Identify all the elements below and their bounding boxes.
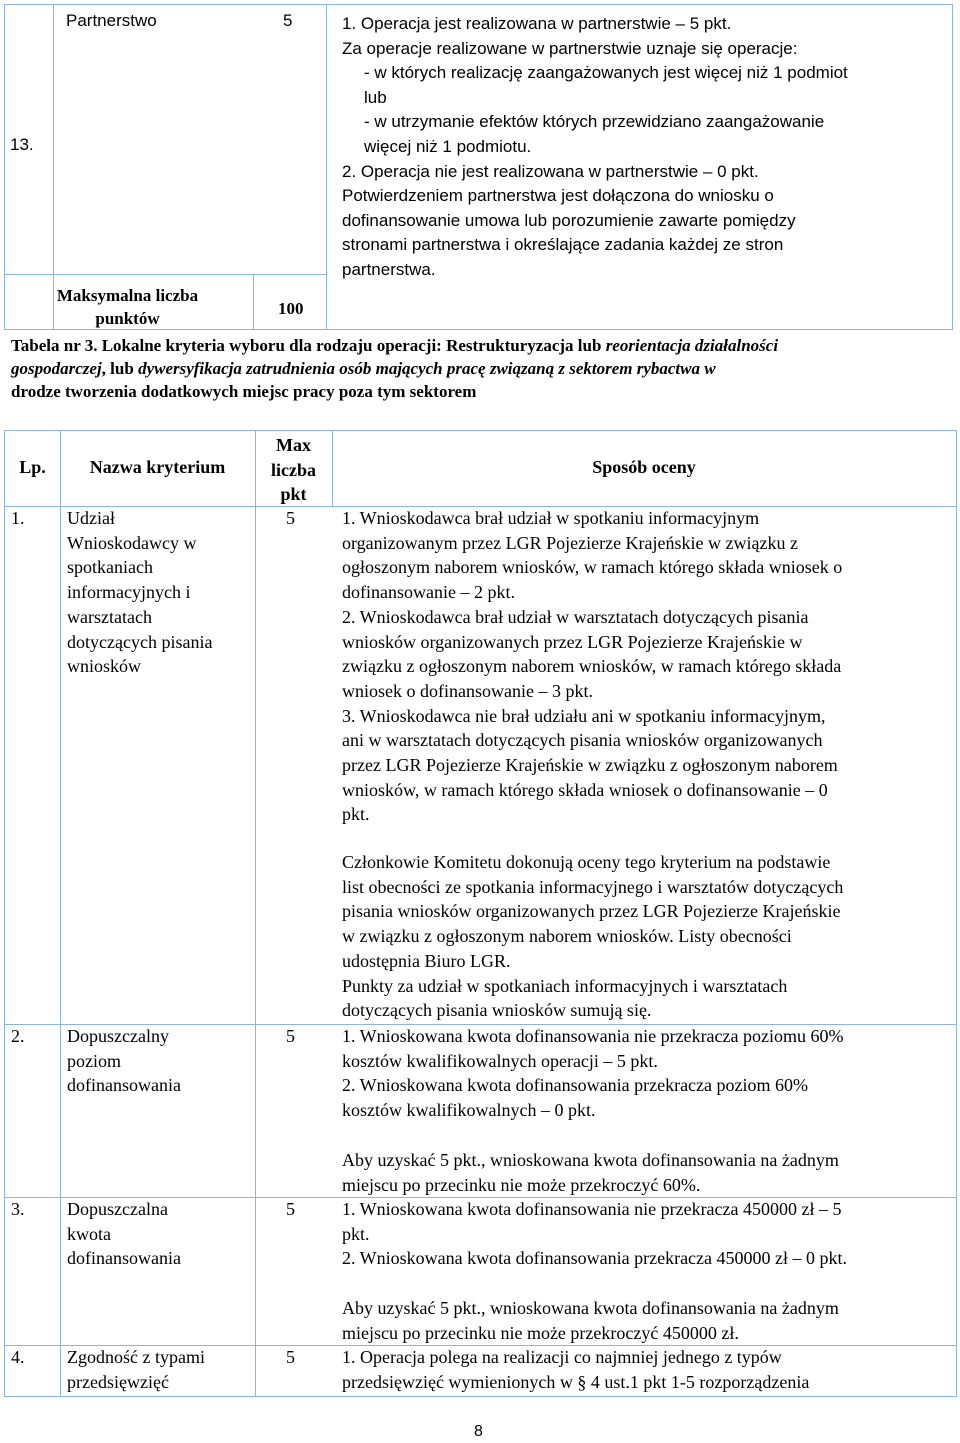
method-line: stronami partnerstwa i określające zadania każdej ze stron (342, 235, 784, 255)
evaluation-note (342, 850, 950, 1023)
header-criterion-name: Nazwa kryterium (89, 457, 226, 477)
header-max-line: pkt (280, 484, 307, 504)
criterion-name-line: kwota (67, 1223, 111, 1244)
method-line: pkt. (342, 804, 370, 825)
method-line: ani w warsztatach dotyczących pisania wniosków organizowanych (342, 730, 823, 751)
method-line: Za operacje realizowane w partnerstwie uznaje się operacje: (342, 38, 798, 58)
row-number: 1. (11, 508, 25, 528)
evaluation-method (342, 1197, 950, 1271)
method-line: wniosków organizowanych przez LGR Pojezierze Krajeńskie w (342, 631, 803, 652)
caption-text-italic: dywersyfikacja zatrudnienia osób mających pracę związaną z sektorem rybactwa w (138, 359, 716, 378)
method-line: partnerstwa. (342, 259, 436, 279)
evaluation-method (342, 1345, 950, 1394)
method-line: lub (364, 87, 387, 107)
method-line: przedsięwzięć wymienionych w § 4 ust.1 pkt 1-5 rozporządzenia (342, 1371, 810, 1392)
criterion-name-line: poziom (67, 1050, 121, 1071)
criterion-name-line: warsztatach (67, 606, 152, 627)
method-line: 2. Wnioskowana kwota dofinansowania przekracza 450000 zł – 0 pkt. (342, 1248, 848, 1269)
evaluation-method (342, 506, 950, 827)
method-line: - w których realizację zaangażowanych jest więcej niż 1 podmiot (364, 63, 848, 83)
method-line: pkt. (342, 1223, 370, 1244)
method-line: związku z ogłoszonym naborem wniosków, w ramach którego składa (342, 656, 842, 677)
method-line: kosztów kwalifikowalnych operacji – 5 pkt. (342, 1050, 658, 1071)
criterion-name-line: wniosków (67, 656, 142, 677)
method-line (342, 184, 942, 209)
method-line: - w utrzymanie efektów których przewidziano zaangażowanie (364, 112, 825, 132)
criterion-points: 5 (283, 11, 293, 30)
method-line: przez LGR Pojezierze Krajeńskie w związku z ogłoszonym naborem (342, 755, 838, 776)
note-line: list obecności ze spotkania informacyjnego i warsztatów dotyczących (342, 876, 844, 897)
method-line: 1. Wnioskowana kwota dofinansowania nie przekracza poziomu 60% (342, 1026, 844, 1046)
method-line: wniosków, w ramach którego składa wniosek o dofinansowanie – 0 (342, 779, 828, 800)
method-line: więcej niż 1 podmiotu. (364, 136, 532, 156)
method-line-text: Potwierdzeniem partnerstwa jest dołączona do wniosku o (342, 186, 774, 206)
note-line: udostępnia Biuro LGR. (342, 950, 511, 971)
method-line: 1. Operacja jest realizowana w partnerstwie – 5 pkt. (342, 14, 732, 33)
criterion-name-line: informacyjnych i (67, 582, 191, 603)
criterion-name-line: dotyczących pisania (67, 631, 213, 652)
criterion-name-line: przedsięwzięć (67, 1371, 169, 1392)
criteria-table (4, 430, 957, 1397)
criterion-name (67, 506, 252, 679)
criterion-points: 5 (286, 1026, 295, 1046)
method-line: 3. Wnioskodawca nie brał udziału ani w spotkaniu informacyjnym, (342, 705, 826, 726)
caption-line (11, 334, 951, 357)
criterion-points: 5 (286, 1199, 295, 1219)
method-line: wniosek o dofinansowanie – 3 pkt. (342, 680, 593, 701)
row-number: 3. (11, 1199, 25, 1219)
method-line: 2. Operacja nie jest realizowana w partnerstwie – 0 pkt. (342, 161, 759, 181)
row-number: 2. (11, 1026, 25, 1046)
max-total-label: Maksymalna liczba punktów (56, 286, 199, 328)
criterion-points: 5 (286, 508, 295, 528)
criterion-name-line: dofinansowania (67, 1248, 181, 1269)
header-lp: Lp. (19, 457, 46, 477)
header-evaluation-method: Sposób oceny (592, 457, 696, 477)
header-max-line: Max (276, 435, 311, 455)
method-line (342, 506, 950, 531)
max-total-value: 100 (278, 299, 304, 318)
criterion-points: 5 (286, 1347, 295, 1367)
header-max-line: liczba (271, 459, 316, 480)
criterion-name-line: Dopuszczalny (67, 1026, 169, 1046)
criterion-name-line: spotkaniach (67, 557, 153, 578)
evaluation-method (342, 12, 942, 283)
criterion-name-line: Dopuszczalna (67, 1199, 168, 1219)
criterion-name-line: Wnioskodawcy w (67, 532, 197, 553)
note-line: Punkty za udział w spotkaniach informacyjnych i warsztatach (342, 975, 788, 996)
header-max-points (255, 433, 332, 507)
row-number: 4. (11, 1347, 25, 1367)
method-line: ogłoszonym naborem wniosków, w ramach którego składa wniosek o (342, 557, 843, 578)
caption-text: , lub (101, 359, 139, 378)
note-line: Aby uzyskać 5 pkt., wnioskowana kwota dofinansowania na żadnym (342, 1298, 839, 1318)
criterion-name-line: dofinansowania (67, 1075, 181, 1096)
note-line: miejscu po przecinku nie może przekroczyć 450000 zł. (342, 1322, 739, 1343)
method-line: organizowanym przez LGR Pojezierze Krajeńskie w związku z (342, 532, 798, 553)
note-line: Aby uzyskać 5 pkt., wnioskowana kwota dofinansowania na żadnym (342, 1150, 839, 1170)
criterion-name (67, 1345, 252, 1394)
row-number: 13. (10, 135, 34, 154)
method-line: 2. Wnioskodawca brał udział w warsztatach dotyczących pisania (342, 606, 809, 627)
method-line: dofinansowanie – 2 pkt. (342, 582, 515, 603)
note-line: pisania wniosków organizowanych przez LGR Pojezierze Krajeńskie (342, 901, 841, 922)
method-line: 2. Wnioskowana kwota dofinansowania przekracza poziom 60% (342, 1075, 809, 1096)
note-line: miejscu po przecinku nie może przekroczyć 60%. (342, 1174, 701, 1195)
criterion-name: Partnerstwo (66, 11, 157, 30)
note-line: dotyczących pisania wniosków sumują się. (342, 1000, 652, 1021)
criterion-name-line: Udział (67, 508, 115, 528)
criterion-name-line: Zgodność z typami (67, 1347, 205, 1367)
note-line: Członkowie Komitetu dokonują oceny tego kryterium na podstawie (342, 852, 831, 872)
caption-line: drodze tworzenia dodatkowych miejsc pracy poza tym sektorem (11, 382, 477, 401)
evaluation-note (342, 1296, 950, 1345)
method-line: dofinansowanie umowa lub porozumienie zawarte pomiędzy (342, 210, 796, 230)
caption-text-italic: reorientacja działalności (605, 336, 779, 355)
evaluation-method (342, 1024, 950, 1123)
method-line: 1. Wnioskowana kwota dofinansowania nie przekracza 450000 zł – 5 (342, 1199, 842, 1219)
criterion-name (67, 1024, 252, 1098)
criterion-name (67, 1197, 252, 1271)
page-number: 8 (474, 1423, 483, 1440)
evaluation-note (342, 1148, 950, 1197)
criteria-table-partnership (4, 4, 953, 330)
method-line: kosztów kwalifikowalnych – 0 pkt. (342, 1100, 596, 1121)
caption-line (11, 357, 951, 380)
note-line: w związku z ogłoszonym naborem wniosków. Listy obecności (342, 926, 792, 947)
caption-text: Tabela nr 3. Lokalne kryteria wyboru dla rodzaju operacji: Restrukturyzacja lub (11, 336, 606, 355)
method-line: 1. Operacja polega na realizacji co najmniej jednego z typów (342, 1347, 782, 1367)
caption-text-italic: gospodarczej (11, 359, 102, 378)
method-line-text: 1. Wnioskodawca brał udział w spotkaniu informacyjnym (342, 508, 760, 528)
table-caption (11, 334, 951, 403)
